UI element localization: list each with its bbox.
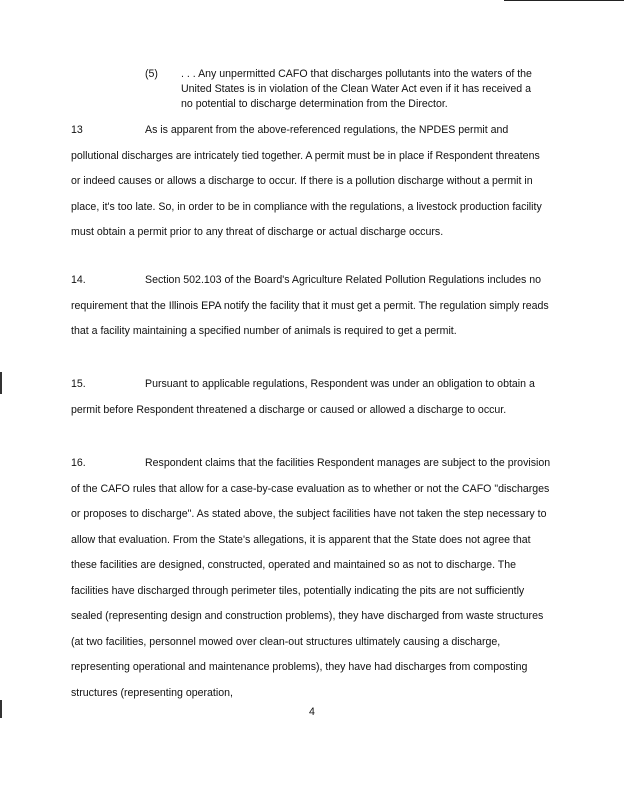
paragraph-text: As is apparent from the above-referenced regulations, the NPDES permit and pollutional discharges are intricately tied together. A permit must be in place if Respondent threatens or indeed causes or allows a discharge to occur. If there is a pollution discharge without a permit in place, it's too late. So, in order to be in compliance with the regulations, a livestock production facility must obtain a permit prior to any threat of discharge or actual discharge occurs. [71,124,542,238]
quote-number: (5) [145,68,158,80]
paragraph-number: 16. [71,457,86,469]
paragraph-number: 15. [71,378,86,390]
paragraph-14 [71,268,551,345]
left-edge-mark [0,372,2,394]
paragraph-text: Respondent claims that the facilities Respondent manages are subject to the provision of the CAFO rules that allow for a case-by-case evaluation as to whether or not the CAFO "discharges or proposes to discharge". As stated above, the subject facilities have not taken the step necessary to allow that evaluation. From the State's allegations, it is apparent that the State does not agree that these facilities are designed, constructed, operated and maintained so as not to discharge. The facilities have discharged through perimeter tiles, potentially indicating the pits are not sufficiently sealed (representing design and construction problems), they have discharged from waste structures (at two facilities, personnel mowed over clean-out structures ultimately causing a discharge, representing operational and maintenance problems), they have had discharges from composting structures (representing operation, [71,457,551,699]
paragraph-number: 14. [71,274,86,286]
paragraph-13 [71,118,551,246]
quote-text: . . . Any unpermitted CAFO that discharges pollutants into the waters of the United States is in violation of the Clean Water Act even if it has received a no potential to discharge determination from the Director. [181,68,532,110]
top-edge-rule [504,0,624,1]
paragraph-16 [71,451,551,706]
paragraph-text: Section 502.103 of the Board's Agriculture Related Pollution Regulations includes no requirement that the Illinois EPA notify the facility that it must get a permit. The regulation simply reads that a facility maintaining a specified number of animals is required to get a permit. [71,274,549,337]
paragraph-number: 13 [71,124,83,136]
paragraph-15 [71,372,551,423]
page-number: 4 [309,706,315,718]
paragraph-text: Pursuant to applicable regulations, Respondent was under an obligation to obtain a permit before Respondent threatened a discharge or caused or allowed a discharge to occur. [71,378,535,416]
